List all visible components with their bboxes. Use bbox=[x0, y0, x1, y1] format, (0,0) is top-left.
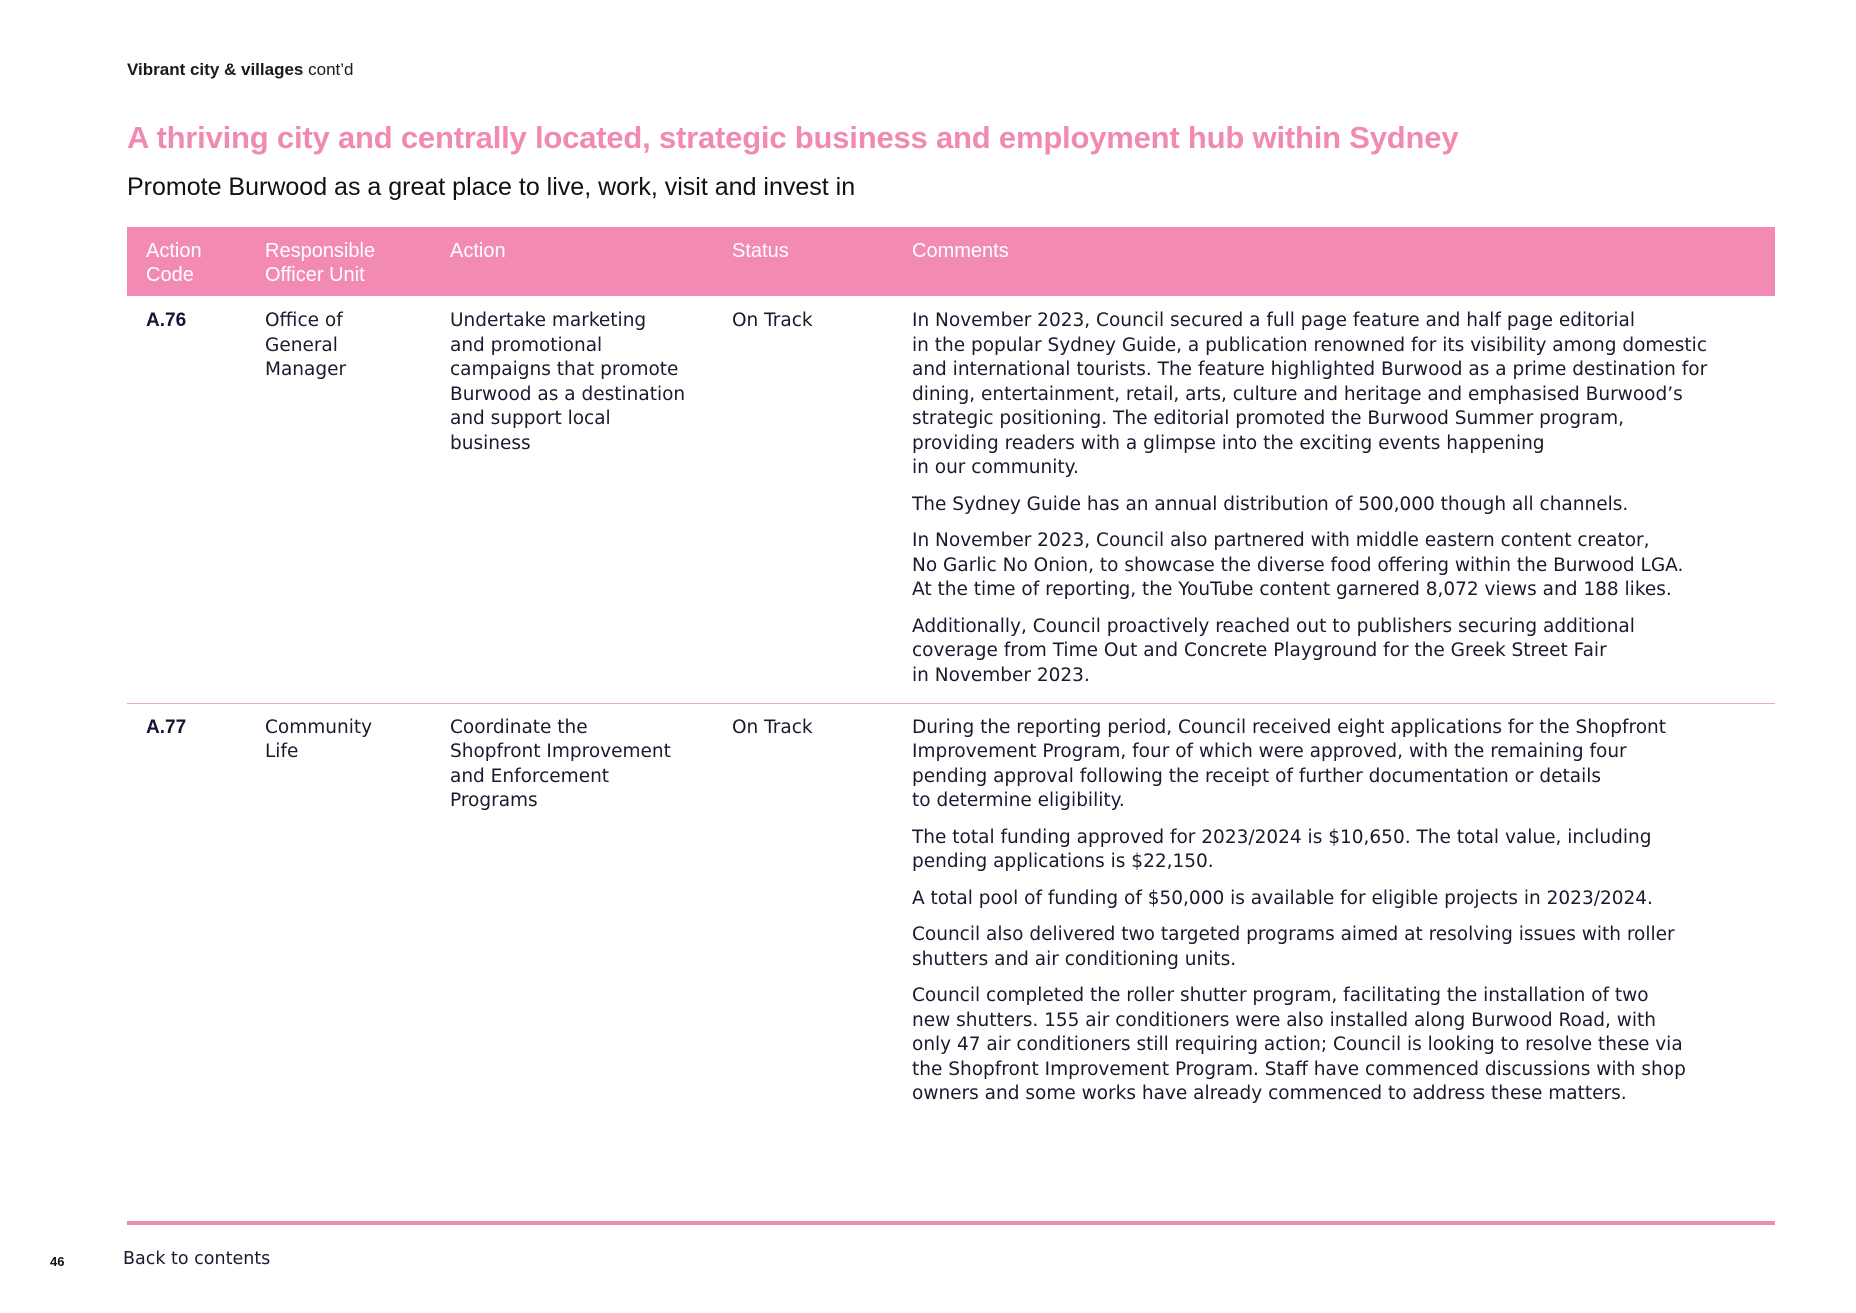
header-status: Status bbox=[732, 240, 789, 262]
comment-paragraph: The Sydney Guide has an annual distribution of 500,000 though all channels. bbox=[912, 493, 1629, 515]
status-cell: On Track bbox=[732, 716, 813, 738]
page-number: 46 bbox=[50, 1254, 65, 1269]
comment-paragraph: Council completed the roller shutter program, facilitating the installation of two new shutters. 155 air conditioners were also installed along Burwood Road, with only 47 air conditioners still requiring action; Council is looking to resolve these via the Shopfront Improvement Program. Staff have commenced discussions with shop owners and some works have already commenced to address these matters. bbox=[912, 985, 1686, 1104]
section-label bbox=[127, 60, 353, 80]
header-action: Action bbox=[450, 240, 506, 262]
table-header-row bbox=[127, 227, 1775, 296]
header-responsible-officer-unit: Responsible Officer Unit bbox=[265, 240, 376, 286]
responsible-unit-cell: Community Life bbox=[265, 716, 373, 762]
comment-paragraph: During the reporting period, Council received eight applications for the Shopfront Improvement Program, four of which were approved, with the remaining four pending approval following the receipt of further documentation or details to determine eligibility. bbox=[912, 716, 1667, 811]
comment-paragraph: In November 2023, Council secured a full page feature and half page editorial in the popular Sydney Guide, a publication renowned for its visibility among domestic and international tourists. The feature highlighted Burwood as a prime destination for dining, entertainment, retail, arts, culture and heritage and emphasised Burwood’s strategic positioning. The editorial promoted the Burwood Summer program, providing readers with a glimpse into the exciting events happening in our community. bbox=[912, 310, 1708, 478]
action-code-cell: A.77 bbox=[146, 716, 187, 738]
header-action-code: Action Code bbox=[146, 240, 202, 286]
comment-paragraph: Additionally, Council proactively reached out to publishers securing additional coverage from Time Out and Concrete Playground for the Greek Street Fair in November 2023. bbox=[912, 615, 1635, 686]
table-row bbox=[127, 296, 1775, 703]
comments-cell bbox=[910, 703, 1775, 1123]
action-code-cell: A.76 bbox=[127, 296, 246, 703]
back-to-contents-link[interactable]: Back to contents bbox=[123, 1249, 271, 1269]
comment-paragraph: The total funding approved for 2023/2024 is $10,650. The total value, including pending applications is $22,150. bbox=[912, 826, 1652, 872]
status-cell: On Track bbox=[713, 296, 910, 703]
footer-divider bbox=[127, 1221, 1775, 1225]
header-comments: Comments bbox=[912, 240, 1009, 262]
page-subheadline: Promote Burwood as a great place to live, work, visit and invest in bbox=[127, 173, 856, 201]
comment-paragraph: A total pool of funding of $50,000 is available for eligible projects in 2023/2024. bbox=[912, 887, 1653, 909]
action-cell: Coordinate the Shopfront Improvement and Enforcement Programs bbox=[450, 716, 671, 811]
table-row bbox=[127, 703, 1775, 1123]
actions-table bbox=[127, 227, 1775, 1123]
comment-paragraph: In November 2023, Council also partnered with middle eastern content creator, No Garlic No Onion, to showcase the diverse food offering within the Burwood LGA. At the time of reporting, the YouTube content garnered 8,072 views and 188 likes. bbox=[912, 530, 1684, 600]
comments-cell bbox=[910, 296, 1775, 703]
comment-paragraph: Council also delivered two targeted programs aimed at resolving issues with roller shutters and air conditioning units. bbox=[912, 924, 1675, 970]
action-cell: Undertake marketing and promotional campaigns that promote Burwood as a destination and support local business bbox=[431, 296, 713, 703]
section-label-bold: Vibrant city & villages bbox=[127, 60, 304, 79]
section-label-suffix: cont’d bbox=[308, 60, 354, 79]
page-headline: A thriving city and centrally located, strategic business and employment hub within Sydney bbox=[127, 120, 1459, 155]
responsible-unit-cell: Office of General Manager bbox=[246, 296, 431, 703]
